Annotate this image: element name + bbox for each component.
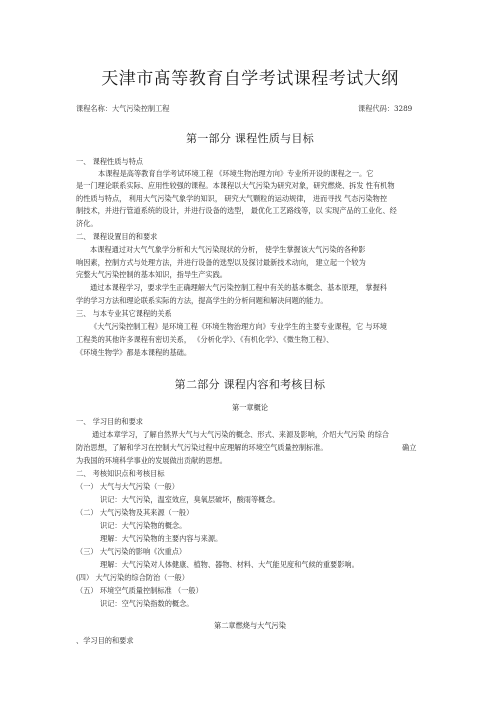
section-heading: 一、 学习目的和要求 [76, 417, 143, 426]
paragraph-line: 本课程通过对大气气象学分析和大气污染现状的分析， 使学生掌握该大气污染的各种影 [90, 245, 366, 254]
course-name: 课程名称：大气污染控制工程 [76, 104, 170, 113]
paragraph-line: 通过本课程学习，要求学生正确理解大气污染控制工程中有关的基本概念、基本原理， 掌握科 [90, 283, 387, 292]
paragraph-line: 是一门理论联系实际、应用性较强的课程。本课程以大气污染为研究对象，研究燃烧、拆发 性有机物 [76, 181, 395, 190]
section-heading: 、学习目的和要求 [76, 636, 134, 645]
part2-heading: 第二部分 课程内容和考核目标 [174, 378, 326, 391]
course-code: 课程代码：3289 [358, 104, 413, 113]
section-heading: 二、 考核知识点和考核目标 [76, 469, 165, 478]
paragraph-line: 学的学习方法和理论联系实际的方法，提高学生的分析问题和解决问题的能力。 [76, 296, 328, 305]
knowledge-detail: 识记：空气污染指数的概念。 [100, 599, 194, 608]
paragraph-line: 制技术，并进行管道系统的设计，并进行设备的选型， 最优化工艺路线等，以 实现产品的工业化、经 [76, 206, 397, 215]
knowledge-point: (四） 大气污染的综合防治（一般） [76, 573, 189, 582]
paragraph-line: 通过本章学习，了解自然界大气与大气污染的概念、形式、来源及影响，介绍大气污染 的综合 [92, 430, 389, 439]
knowledge-point: （二） 大气污染物及其来源（一般） [76, 508, 194, 517]
knowledge-point: （一） 大气与大气污染（一般） [76, 482, 179, 491]
section-heading: 二、 课程设置目的和要求 [76, 232, 158, 241]
paragraph-line: 防治思想，了解和学习在控制大气污染过程中应理解的环境空气质量控制标准。 [76, 443, 328, 452]
document-title: 天津市髙等教育自学考试课程考试大纲 [101, 69, 399, 89]
paragraph-line: 《大气污染控制工程》是环境工程《环境生物治理方向》专业学生的主要专业课程，它 与环境 [90, 322, 387, 331]
knowledge-detail: 识记：大气污染，温室效应，臭氧层破坏，酸雨等概念。 [100, 495, 280, 504]
paragraph-line: 工程类的其他许多课程有密切关系， 《分析化学》、《有机化学》、《微生物工程》、 [76, 335, 334, 344]
paragraph-line: 为我国的环境科学事业的发展做出贡献的思想。 [76, 456, 227, 465]
knowledge-detail: 识记：大气污染物的概念。 [100, 521, 187, 530]
paragraph-line: 响因素，控制方式与处理方法，并进行设备的选型以及探讨最新技术动向， 建立起一个较为 [76, 258, 366, 267]
paragraph-line: 确立 [402, 443, 417, 452]
chapter-title: 第二章燃烧与大气污染 [214, 621, 286, 630]
knowledge-detail: 理解：大气污染物的主要内容与来源。 [100, 534, 223, 543]
chapter-title: 第一章概论 [232, 403, 268, 412]
section-heading: 一、 课程性质与特点 [76, 157, 143, 166]
paragraph-line: 本课程是高等教育自学考试环境工程 《环境生物治理方向》专业所开设的课程之一。它 [98, 169, 374, 178]
knowledge-detail: 理解：大气污染对人体健康、植物、器物、材料、大气能见度和气候的重要影响。 [100, 560, 359, 569]
knowledge-point: （三） 大气污染的影响《次重点） [76, 547, 187, 556]
knowledge-point: （五） 环境空气质量控制标准 （一般） [76, 586, 203, 595]
paragraph-line: 《环境生物学》都是本课程的基础。 [76, 348, 192, 357]
paragraph-line: 济化。 [76, 219, 98, 228]
part1-heading: 第一部分 课程性质与目标 [185, 132, 315, 145]
section-heading: 三、 与本专业其它课程的关系 [76, 309, 172, 318]
paragraph-line: 完整大气污染控制的基本知识，指导生产实践。 [76, 270, 227, 279]
paragraph-line: 的性质与特点， 利用大气污染气象学的知识， 研究大气颗粒的运动规律， 进而寻找 气态污染物控 [76, 194, 388, 203]
